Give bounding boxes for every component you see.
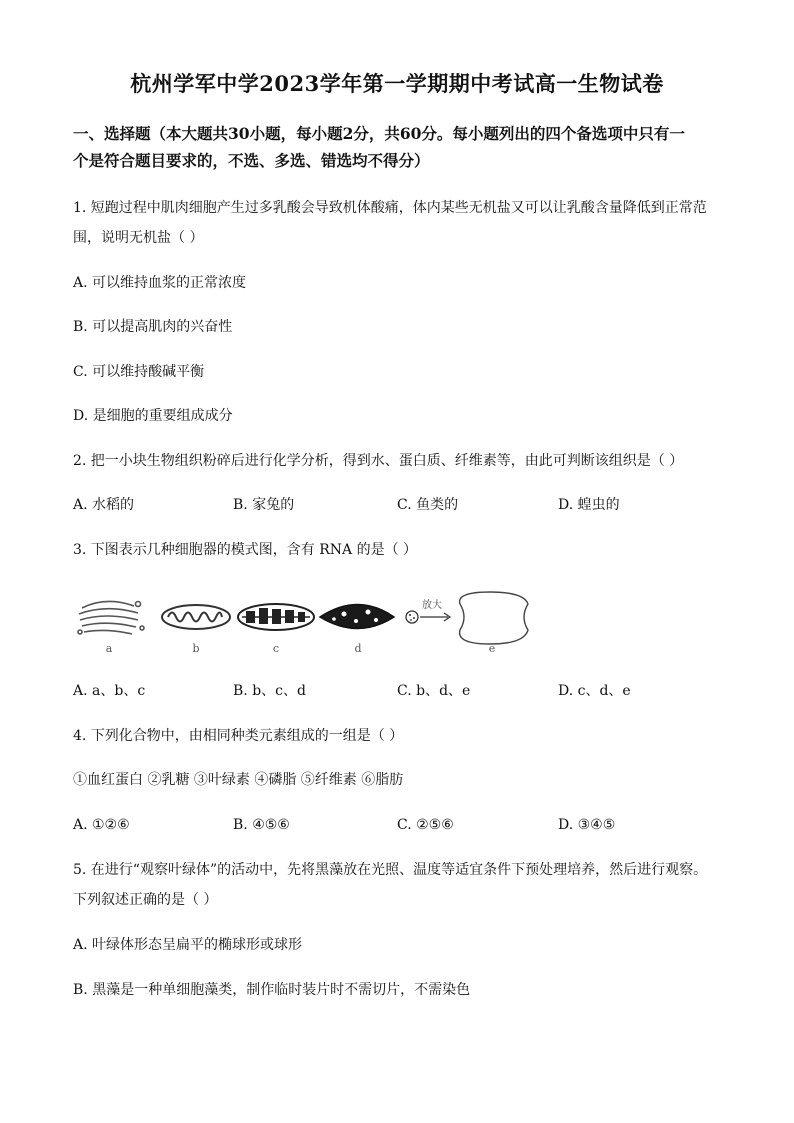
- fig-label-d: d: [354, 642, 362, 655]
- q5-option-a: A. 叶绿体形态呈扁平的椭球形或球形: [73, 937, 303, 953]
- fig-label-c: c: [272, 642, 280, 655]
- ribosome-image: [406, 592, 528, 644]
- q4-option-c: C. ②⑤⑥: [397, 817, 454, 833]
- q5-option-b: B. 黑藻是一种单细胞藻类，制作临时装片时不需切片，不需染色: [73, 982, 471, 998]
- organelle-figure: [76, 586, 536, 656]
- q5-stem-line2: 下列叙述正确的是（ ）: [73, 892, 218, 908]
- fig-label-a: a: [105, 642, 113, 655]
- fig-label-e: e: [488, 642, 496, 655]
- q4-option-b: B. ④⑤⑥: [233, 817, 290, 833]
- fig-label-b: b: [192, 642, 200, 655]
- q2-option-b: B. 家兔的: [233, 497, 295, 513]
- q2-option-d: D. 蝗虫的: [558, 497, 620, 513]
- q1-option-d: D. 是细胞的重要组成成分: [73, 408, 233, 424]
- enlarge-label: 放大: [422, 600, 442, 611]
- q3-option-a: A. a、b、c: [73, 683, 146, 699]
- q2-stem: 2. 把一小块生物组织粉碎后进行化学分析，得到水、蛋白质、纤维素等，由此可判断该组织是（ ）: [73, 453, 684, 469]
- q2-option-c: C. 鱼类的: [397, 497, 459, 513]
- section-heading-line1: 一、选择题（本大题共30小题，每小题2分，共60分。每小题列出的四个备选项中只有一: [73, 124, 685, 143]
- q4-option-a: A. ①②⑥: [73, 817, 130, 833]
- q1-option-c: C. 可以维持酸碱平衡: [73, 364, 205, 380]
- rough-er-image: [320, 605, 394, 629]
- q4-items: ①血红蛋白 ②乳糖 ③叶绿素 ④磷脂 ⑤纤维素 ⑥脂肪: [73, 772, 404, 788]
- chloroplast-image: [238, 604, 314, 630]
- q3-option-d: D. c、d、e: [558, 683, 631, 699]
- q3-stem: 3. 下图表示几种细胞器的模式图，含有 RNA 的是（ ）: [73, 542, 418, 558]
- q3-option-b: B. b、c、d: [233, 683, 306, 699]
- q2-option-a: A. 水稻的: [73, 497, 135, 513]
- q3-option-c: C. b、d、e: [397, 683, 471, 699]
- q1-stem-line2: 围，说明无机盐（ ）: [73, 230, 204, 246]
- q1-option-b: B. 可以提高肌肉的兴奋性: [73, 319, 233, 335]
- mitochondrion-image: [162, 605, 230, 629]
- q5-stem-line1: 5. 在进行“观察叶绿体”的活动中，先将黑藻放在光照、温度等适宜条件下预处理培养，然后进行观察。: [73, 862, 708, 878]
- page-title: 杭州学军中学2023学年第一学期期中考试高一生物试卷: [130, 71, 664, 96]
- q1-option-a: A. 可以维持血浆的正常浓度: [73, 275, 247, 291]
- golgi-apparatus-image: [78, 601, 144, 634]
- q4-option-d: D. ③④⑤: [558, 817, 616, 833]
- q1-stem-line1: 1. 短跑过程中肌肉细胞产生过多乳酸会导致机体酸痛，体内某些无机盐又可以让乳酸含量降低到正常范: [73, 200, 707, 216]
- q4-stem: 4. 下列化合物中，由相同种类元素组成的一组是（ ）: [73, 728, 404, 744]
- section-heading-line2: 个是符合题目要求的，不选、多选、错选均不得分）: [73, 151, 430, 170]
